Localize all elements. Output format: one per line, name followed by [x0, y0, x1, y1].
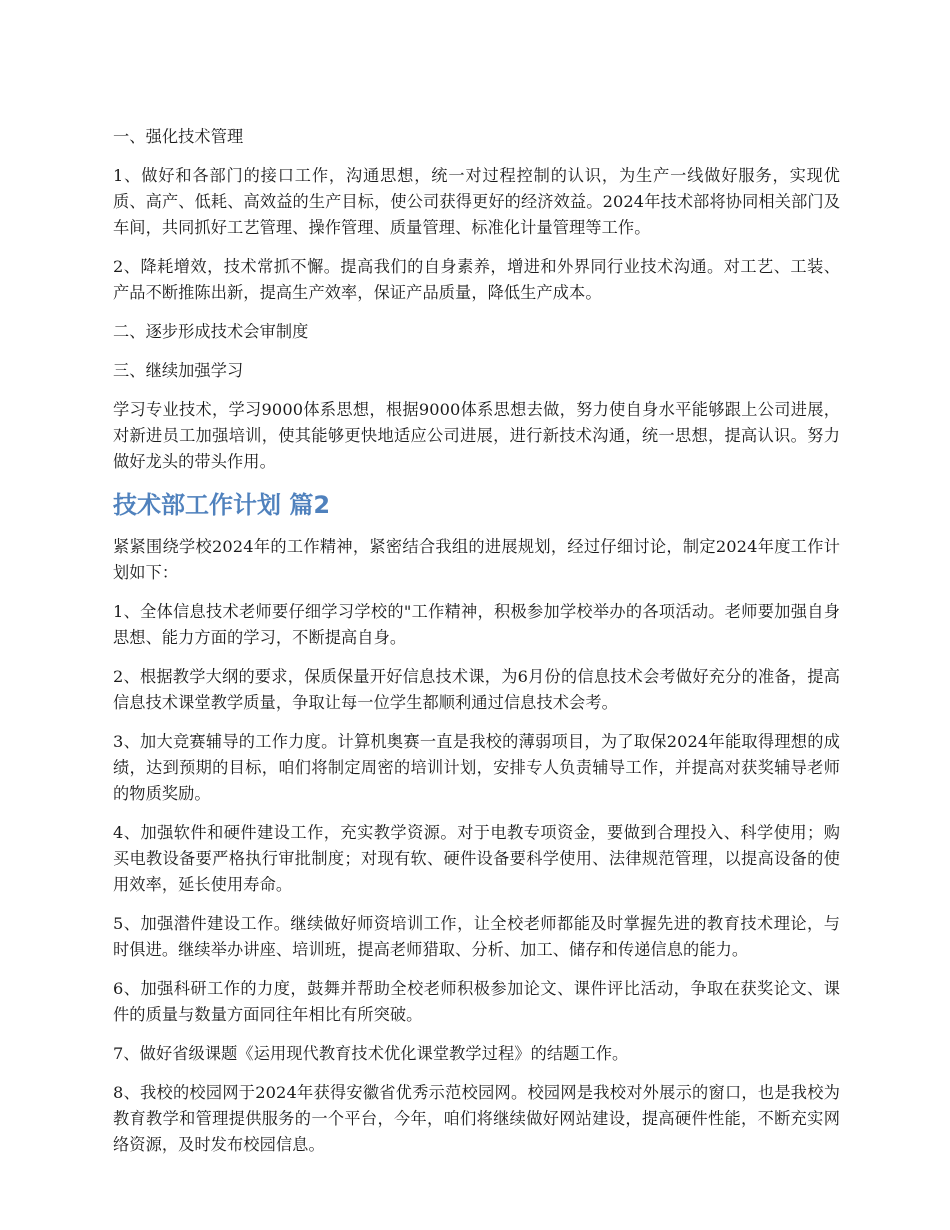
list-item-1: 1、全体信息技术老师要仔细学习学校的"工作精神，积极参加学校举办的各项活动。老师要加强自身思想、能力方面的学习，不断提高自身。 — [113, 602, 840, 647]
list-item-3: 3、加大竞赛辅导的工作力度。计算机奥赛一直是我校的薄弱项目，为了取保2024年能取得理想的成绩，达到预期的目标，咱们将制定周密的培训计划，安排专人负责辅导工作，并提高对获奖辅导老师的物质奖励。 — [113, 732, 840, 803]
list-item-6: 6、加强科研工作的力度，鼓舞并帮助全校老师积极参加论文、课件评比活动，争取在获奖论文、课件的质量与数量方面同往年相比有所突破。 — [113, 979, 840, 1024]
list-item-7: 7、做好省级课题《运用现代教育技术优化课堂教学过程》的结题工作。 — [113, 1044, 629, 1063]
list-item-8: 8、我校的校园网于2024年获得安徽省优秀示范校园网。校园网是我校对外展示的窗口，也是我校为教育教学和管理提供服务的一个平台，今年，咱们将继续做好网站建设，提高硬件性能，不断充实网络资源，及时发布校园信息。 — [113, 1083, 840, 1154]
document-body — [113, 124, 840, 1171]
list-item-5: 5、加强潜件建设工作。继续做好师资培训工作，让全校老师都能及时掌握先进的教育技术理论，与时俱进。继续举办讲座、培训班，提高老师猎取、分析、加工、储存和传递信息的能力。 — [113, 914, 840, 959]
paragraph-cost-reduction: 2、降耗增效，技术常抓不懈。提高我们的自身素养，增进和外界同行业技术沟通。对工艺、工装、产品不断推陈出新，提高生产效率，保证产品质量，降低生产成本。 — [113, 257, 840, 302]
list-item-4: 4、加强软件和硬件建设工作，充实教学资源。对于电教专项资金，要做到合理投入、科学使用；购买电教设备要严格执行审批制度；对现有软、硬件设备要科学使用、法律规范管理，以提高设备的使用效率，延长使用寿命。 — [113, 823, 840, 894]
paragraph-learning: 学习专业技术，学习9000体系思想，根据9000体系思想去做，努力使自身水平能够跟上公司进展，对新进员工加强培训，使其能够更快地适应公司进展，进行新技术沟通，统一思想，提高认识。努力做好龙头的带头作用。 — [113, 400, 840, 471]
plan-heading: 技术部工作计划 篇2 — [113, 491, 331, 519]
paragraph-intro: 紧紧围绕学校2024年的工作精神，紧密结合我组的进展规划，经过仔细讨论，制定2024年度工作计划如下： — [113, 537, 840, 582]
section-heading-review-system: 二、逐步形成技术会审制度 — [113, 322, 309, 341]
list-item-2: 2、根据教学大纲的要求，保质保量开好信息技术课，为6月份的信息技术会考做好充分的准备，提高信息技术课堂教学质量，争取让每一位学生都顺利通过信息技术会考。 — [113, 667, 840, 712]
section-heading-tech-management: 一、强化技术管理 — [113, 127, 244, 146]
paragraph-interface-work: 1、做好和各部门的接口工作，沟通思想，统一对过程控制的认识，为生产一线做好服务，实现优质、高产、低耗、高效益的生产目标，使公司获得更好的经济效益。2024年技术部将协同相关部门及车间，共同抓好工艺管理、操作管理、质量管理、标准化计量管理等工作。 — [113, 166, 840, 237]
section-heading-continue-learning: 三、继续加强学习 — [113, 361, 244, 380]
